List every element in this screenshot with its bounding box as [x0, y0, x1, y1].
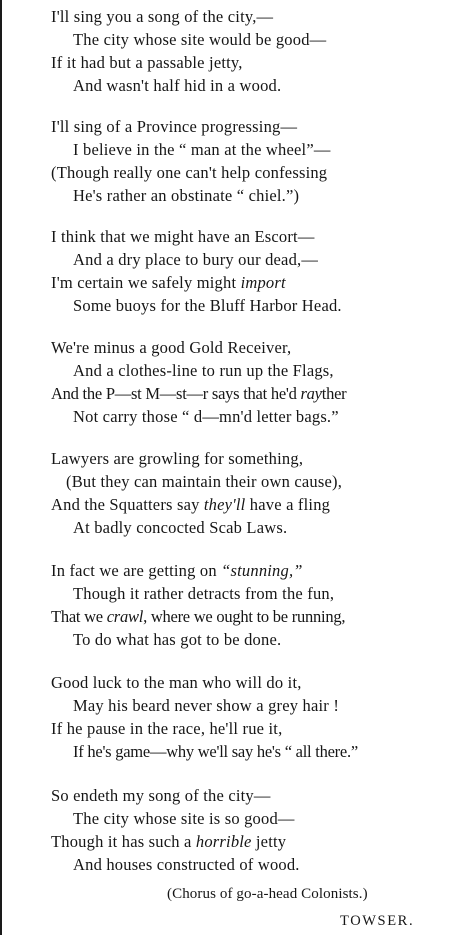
author-signature: TOWSER. [340, 913, 415, 929]
poem-line [51, 6, 273, 28]
line-text: Not carry those “ d—mn'd letter bags.” [73, 407, 339, 426]
line-text: I'll sing of a Province progressing— [51, 117, 298, 136]
line-text: ther [321, 384, 347, 403]
line-text: (Though really one can't help confessing [51, 163, 328, 182]
poem-line [73, 741, 358, 763]
line-text: jetty [251, 832, 287, 851]
poem-line [73, 583, 334, 605]
poem-line [73, 695, 339, 717]
line-italic-text: “stunning,” [221, 561, 303, 580]
line-italic-text: they'll [203, 495, 246, 514]
line-text: To do what has got to be done. [73, 630, 282, 649]
line-text: And the P—st M—st—r says that he'd [51, 384, 301, 403]
poem-line [51, 672, 302, 694]
poem-line [73, 75, 281, 97]
line-text: , where we ought to be running, [143, 607, 346, 626]
poem-line [73, 295, 342, 317]
line-text: Though it has such a [51, 832, 196, 851]
poem-line [73, 629, 281, 651]
poem-line [51, 337, 291, 359]
line-text: (But they can maintain their own cause), [66, 472, 343, 491]
line-text: I believe in the “ man at the wheel”— [73, 140, 331, 159]
line-text: We're minus a good Gold Receiver, [51, 338, 292, 357]
poem-line [51, 831, 286, 853]
line-italic-text: crawl [106, 607, 144, 626]
poem-line [51, 606, 345, 628]
poem-line [73, 185, 299, 207]
line-text: I think that we might have an Escort— [51, 227, 315, 246]
line-text: And wasn't half hid in a wood. [73, 76, 282, 95]
poem-line [51, 162, 327, 184]
line-text: So endeth my song of the city— [51, 786, 271, 805]
line-text: The city whose site is so good— [73, 809, 295, 828]
chorus-attribution: (Chorus of go-a-head Colonists.) [167, 886, 368, 902]
line-italic-text: horrible [195, 832, 252, 851]
line-text: He's rather an obstinate “ chiel.”) [73, 186, 300, 205]
poem-line [73, 406, 339, 428]
line-text: I'll sing you a song of the city,— [51, 7, 274, 26]
line-text: And a clothes-line to run up the Flags, [73, 361, 334, 380]
poem-line [73, 29, 326, 51]
line-text: Though it rather detracts from the fun, [73, 584, 335, 603]
line-text: If he pause in the race, he'll rue it, [51, 719, 283, 738]
line-text: May his beard never show a grey hair ! [73, 696, 340, 715]
line-text: Good luck to the man who will do it, [51, 673, 302, 692]
poem-line [51, 448, 303, 470]
line-text: I'm certain we safely might [51, 273, 241, 292]
line-text: The city whose site would be good— [73, 30, 327, 49]
poem-line [51, 785, 271, 807]
line-text: And the Squatters say [51, 495, 204, 514]
line-text: And houses constructed of wood. [73, 855, 300, 874]
line-italic-text: import [240, 273, 286, 292]
line-text: Some buoys for the Bluff Harbor Head. [73, 296, 342, 315]
poem-line [51, 494, 330, 516]
line-text: At badly concocted Scab Laws. [73, 518, 288, 537]
poem-line [51, 718, 282, 740]
poem-line [73, 517, 287, 539]
poem-line [73, 249, 318, 271]
line-text: In fact we are getting on [51, 561, 222, 580]
line-text: If he's game—why we'll say he's “ all there.” [73, 742, 358, 761]
poem-line [51, 116, 297, 138]
poem-line [73, 854, 300, 876]
line-text: If it had but a passable jetty, [51, 53, 243, 72]
poem-line [51, 272, 286, 294]
poem-line [73, 139, 331, 161]
poem-line [73, 808, 295, 830]
line-italic-text: ray [300, 384, 322, 403]
poem-line [51, 560, 303, 582]
poem-line [66, 471, 342, 493]
line-text: Lawyers are growling for something, [51, 449, 304, 468]
line-text: That we [51, 607, 107, 626]
column-rule [0, 0, 2, 935]
line-text: And a dry place to bury our dead,— [73, 250, 319, 269]
poem-line [51, 226, 315, 248]
poem-line [51, 383, 346, 405]
poem-line [51, 52, 243, 74]
line-text: have a fling [245, 495, 331, 514]
poem-line [73, 360, 334, 382]
